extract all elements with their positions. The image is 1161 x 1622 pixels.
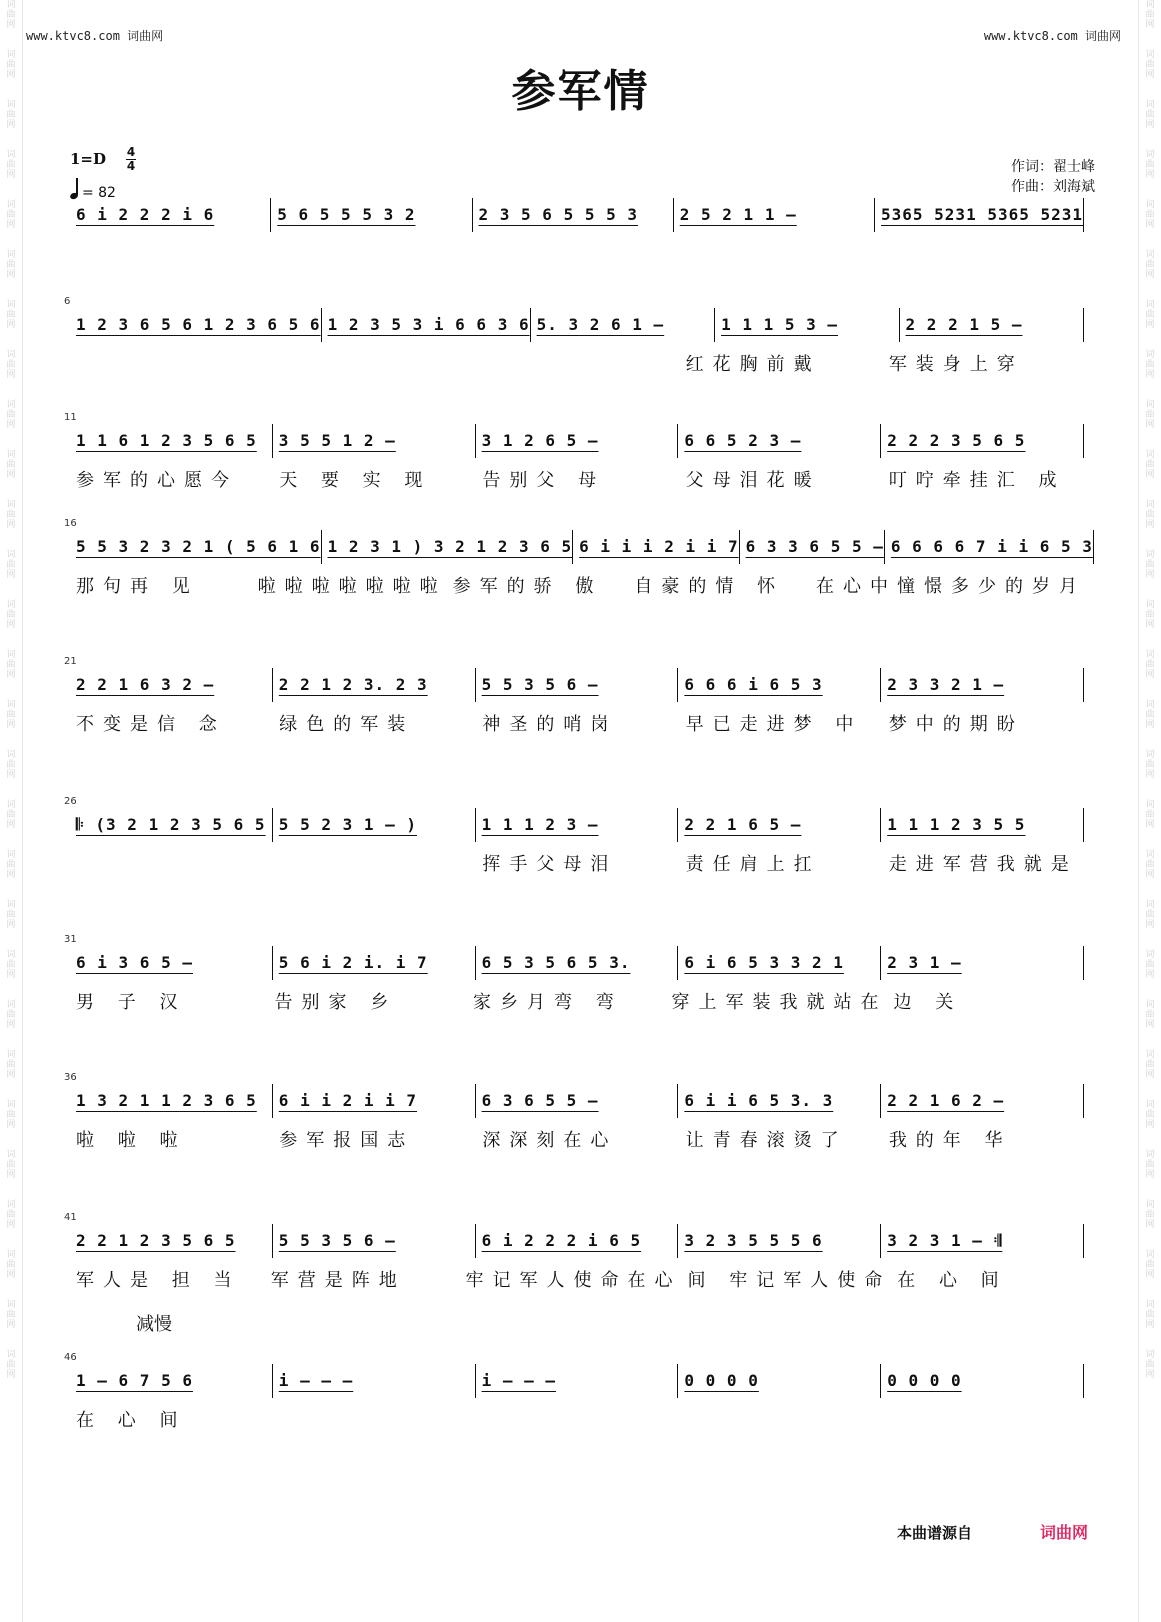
lyric-segment: 在 心 间	[897, 1270, 1008, 1291]
measure: 1 – 6 7 5 6	[76, 1371, 193, 1390]
lyric-segment: 让青春滚烫了	[685, 1130, 848, 1151]
measure: 1 1 1 5 3 –	[714, 308, 898, 342]
lyric-segment: 军装身上穿	[888, 354, 1024, 375]
measure: 2 3 1 –	[880, 946, 1083, 980]
measure: 2 2 1 2 3. 2 3	[272, 668, 475, 702]
barline	[1083, 1364, 1086, 1398]
measure: 3 5 5 1 2 –	[272, 424, 475, 458]
measure: 3 1 2 6 5 –	[475, 424, 678, 458]
lyric-segment: 男 子 汉	[76, 992, 187, 1013]
measure: 6 i 2 2 2 i 6 5	[475, 1224, 678, 1258]
lyric-segment: 神圣的哨岗	[482, 714, 618, 735]
notation-row	[70, 808, 1086, 842]
notation-row	[70, 668, 1086, 702]
lyric-segment: 在心中憧憬多少的岁月	[816, 576, 1087, 597]
lyrics-row	[70, 988, 1086, 1014]
measure: 0 0 0 0	[677, 1364, 880, 1398]
lyric-segment: 梦中的期盼	[888, 714, 1024, 735]
notation-row	[70, 1364, 1086, 1398]
barline	[1083, 808, 1086, 842]
lyric-segment: 责任肩上扛	[685, 854, 821, 875]
lyric-segment: 间 牢记军人使命	[687, 1270, 892, 1291]
lyrics-row	[70, 1126, 1086, 1152]
barline	[1083, 308, 1086, 342]
measure: 2 2 1 6 2 –	[880, 1084, 1083, 1118]
measure: 5 5 3 2 3 2 1 ( 5 6 1 6	[76, 537, 321, 556]
barline	[1083, 1224, 1086, 1258]
measure: 𝄆 (3 2 1 2 3 5 6 5	[76, 815, 266, 834]
key-signature: 1=D	[70, 150, 107, 168]
measure: 2 5 2 1 1 –	[673, 198, 874, 232]
lyric-segment: 参军报国志	[279, 1130, 415, 1151]
measure: 1 2 3 5 3 i 6 6 3 6	[321, 308, 530, 342]
bar-number: 16	[64, 518, 77, 529]
bar-number: 21	[64, 656, 77, 667]
lyric-segment: 天 要 实 现	[279, 470, 432, 491]
lyric-segment: 在 心 间	[76, 1410, 187, 1431]
lyric-segment: 牢记军人使命在心	[465, 1270, 682, 1291]
barline	[1093, 530, 1094, 564]
source-note: 本曲谱源自	[897, 1524, 973, 1542]
lyric-segment: 绿色的军装	[279, 714, 415, 735]
bar-number: 6	[64, 296, 71, 307]
lyric-segment: 参军的骄 傲	[452, 576, 603, 597]
measure: 1 3 2 1 1 2 3 6 5	[76, 1091, 257, 1110]
lyric-segment: 父母泪花暖	[685, 470, 821, 491]
lyric-segment: 不变是信 念	[76, 714, 226, 735]
measure: 2 3 5 6 5 5 5 3	[472, 198, 673, 232]
lyrics-row	[70, 572, 1086, 598]
barline	[1083, 946, 1086, 980]
notation-row	[70, 1224, 1086, 1258]
source-brand-link[interactable]: 词曲网	[1040, 1523, 1089, 1542]
song-title: 参军情	[511, 66, 650, 117]
lyric-segment: 军人是 担 当	[76, 1270, 241, 1291]
lyric-segment	[273, 1406, 476, 1432]
measure: 5365 5231 5365 5231	[874, 198, 1083, 232]
measure: 2 2 2 3 5 6 5	[880, 424, 1083, 458]
measure: 0 0 0 0	[880, 1364, 1083, 1398]
barline	[1083, 424, 1086, 458]
lyric-segment	[70, 850, 273, 876]
measure: 6 i i i 2 i i 7	[572, 530, 739, 564]
barline	[1083, 668, 1086, 702]
measure: 6 6 6 6 7 i i 6 5 3	[884, 530, 1093, 564]
bar-number: 26	[64, 796, 77, 807]
lyrics-row	[70, 350, 1086, 376]
notation-row	[70, 530, 1093, 564]
notation-row	[70, 946, 1086, 980]
lyric-segment: 红花胸前戴	[685, 354, 821, 375]
measure: 6 5 3 5 6 5 3.	[475, 946, 678, 980]
notation-row	[70, 198, 1086, 232]
lyric-segment: 军营是阵地	[270, 1270, 406, 1291]
bar-number: 31	[64, 934, 77, 945]
measure: i – – –	[475, 1364, 678, 1398]
composer-credit: 作曲：刘海斌	[1011, 179, 1095, 195]
measure: 6 i 2 2 2 i 6	[76, 205, 215, 224]
lyric-segment	[476, 350, 679, 376]
site-url-right[interactable]: www.ktvc8.com 词曲网	[983, 29, 1121, 43]
notation-row	[70, 308, 1086, 342]
measure: 6 i i 2 i i 7	[272, 1084, 475, 1118]
measure: 2 2 1 2 3 5 6 5	[76, 1231, 236, 1250]
lyric-segment: 参军的心愿今	[76, 470, 238, 491]
lyric-segment: 告别父 母	[482, 470, 606, 491]
tempo-change-mark: 减慢	[136, 1314, 172, 1335]
measure: 6 3 6 5 5 –	[475, 1084, 678, 1118]
lyric-segment	[70, 350, 273, 376]
barline	[1083, 198, 1086, 232]
bar-number: 36	[64, 1072, 77, 1083]
lyric-segment: 早已走进梦 中	[685, 714, 863, 735]
measure: 6 6 6 i 6 5 3	[677, 668, 880, 702]
lyric-segment: 我的年 华	[888, 1130, 1012, 1151]
measure: 3 2 3 1 – 𝄇	[880, 1224, 1083, 1258]
lyric-segment: 告别家 乡	[274, 992, 398, 1013]
lyric-segment	[680, 1406, 883, 1432]
measure: 5 5 3 5 6 –	[475, 668, 678, 702]
lyric-segment: 深深刻在心	[482, 1130, 618, 1151]
measure: 1 1 1 2 3 5 5	[880, 808, 1083, 842]
measure: i – – –	[272, 1364, 475, 1398]
measure: 5 6 5 5 5 3 2	[270, 198, 471, 232]
lyricist-credit: 作词：翟士峰	[1011, 159, 1095, 175]
lyrics-row	[70, 1266, 1086, 1292]
lyric-segment: 啦啦啦啦啦啦啦	[257, 576, 447, 597]
lyric-segment	[883, 1406, 1086, 1432]
right-watermark-strip: 词 曲 网 词 曲 网 词 曲 网 词 曲 网 词 曲 网 词 曲 网 词 曲 网 词 曲 网 词 曲 网 词 曲 网 词 曲 网 词 曲 网 词 曲 网 词 曲 网 词 曲 网 词 曲 网 词 曲 网 词 曲 网 词 曲 网 词 曲 网 词 曲 网 词 曲 网 词 曲 网 词 曲 网 词 曲 网 词 曲 网 词 曲 网 词 曲 网	[1138, 0, 1161, 1622]
lyric-segment: 自豪的情 怀	[634, 576, 785, 597]
bar-number: 46	[64, 1352, 77, 1363]
lyrics-row	[70, 1406, 1086, 1432]
lyrics-row	[70, 466, 1086, 492]
bar-number: 11	[64, 412, 77, 423]
measure: 6 i i 6 5 3. 3	[677, 1084, 880, 1118]
lyric-segment	[273, 350, 476, 376]
measure: 5 6 i 2 i. i 7	[272, 946, 475, 980]
measure: 6 3 3 6 5 5 –	[739, 530, 884, 564]
lyric-segment: 啦 啦 啦	[76, 1130, 187, 1151]
time-signature-top: 4	[126, 145, 136, 159]
lyric-segment	[476, 1406, 679, 1432]
lyric-segment: 那句再 见	[76, 576, 199, 597]
measure: 2 2 2 1 5 –	[899, 308, 1083, 342]
measure: 1 2 3 6 5 6 1 2 3 6 5 6	[76, 315, 321, 334]
bar-number: 41	[64, 1212, 77, 1223]
measure: 2 2 1 6 5 –	[677, 808, 880, 842]
notation-row	[70, 1084, 1086, 1118]
left-watermark-strip: 词 曲 网 词 曲 网 词 曲 网 词 曲 网 词 曲 网 词 曲 网 词 曲 网 词 曲 网 词 曲 网 词 曲 网 词 曲 网 词 曲 网 词 曲 网 词 曲 网 词 曲 网 词 曲 网 词 曲 网 词 曲 网 词 曲 网 词 曲 网 词 曲 网 词 曲 网 词 曲 网 词 曲 网 词 曲 网 词 曲 网 词 曲 网 词 曲 网	[0, 0, 23, 1622]
lyric-segment: 穿上军装我就站在	[671, 992, 888, 1013]
measure: 5 5 3 5 6 –	[272, 1224, 475, 1258]
time-signature	[126, 146, 136, 173]
lyric-segment: 叮咛牵挂汇 成	[888, 470, 1066, 491]
lyric-segment: 边 关	[893, 992, 963, 1013]
lyric-segment	[273, 850, 476, 876]
measure: 3 2 3 5 5 5 6	[677, 1224, 880, 1258]
measure: 1 2 3 1 ) 3 2 1 2 3 6 5	[321, 530, 573, 564]
measure: 6 6 5 2 3 –	[677, 424, 880, 458]
measure: 1 1 1 2 3 –	[475, 808, 678, 842]
measure: 6 i 3 6 5 –	[76, 953, 193, 972]
lyric-segment: 家乡月弯 弯	[473, 992, 623, 1013]
measure: 5. 3 2 6 1 –	[530, 308, 714, 342]
measure: 2 2 1 6 3 2 –	[76, 675, 215, 694]
measure: 2 3 3 2 1 –	[880, 668, 1083, 702]
lyrics-row	[70, 850, 1086, 876]
measure: 6 i 6 5 3 3 2 1	[677, 946, 880, 980]
lyrics-row	[70, 710, 1086, 736]
tempo-value: = 82	[81, 185, 116, 201]
lyric-segment: 挥手父母泪	[482, 854, 618, 875]
barline	[1083, 1084, 1086, 1118]
notation-row	[70, 424, 1086, 458]
measure: 1 1 6 1 2 3 5 6 5	[76, 431, 257, 450]
site-url-left[interactable]: www.ktvc8.com 词曲网	[26, 29, 164, 43]
measure: 5 5 2 3 1 – )	[272, 808, 475, 842]
lyric-segment: 走进军营我就是	[888, 854, 1078, 875]
time-signature-bottom: 4	[126, 159, 136, 173]
